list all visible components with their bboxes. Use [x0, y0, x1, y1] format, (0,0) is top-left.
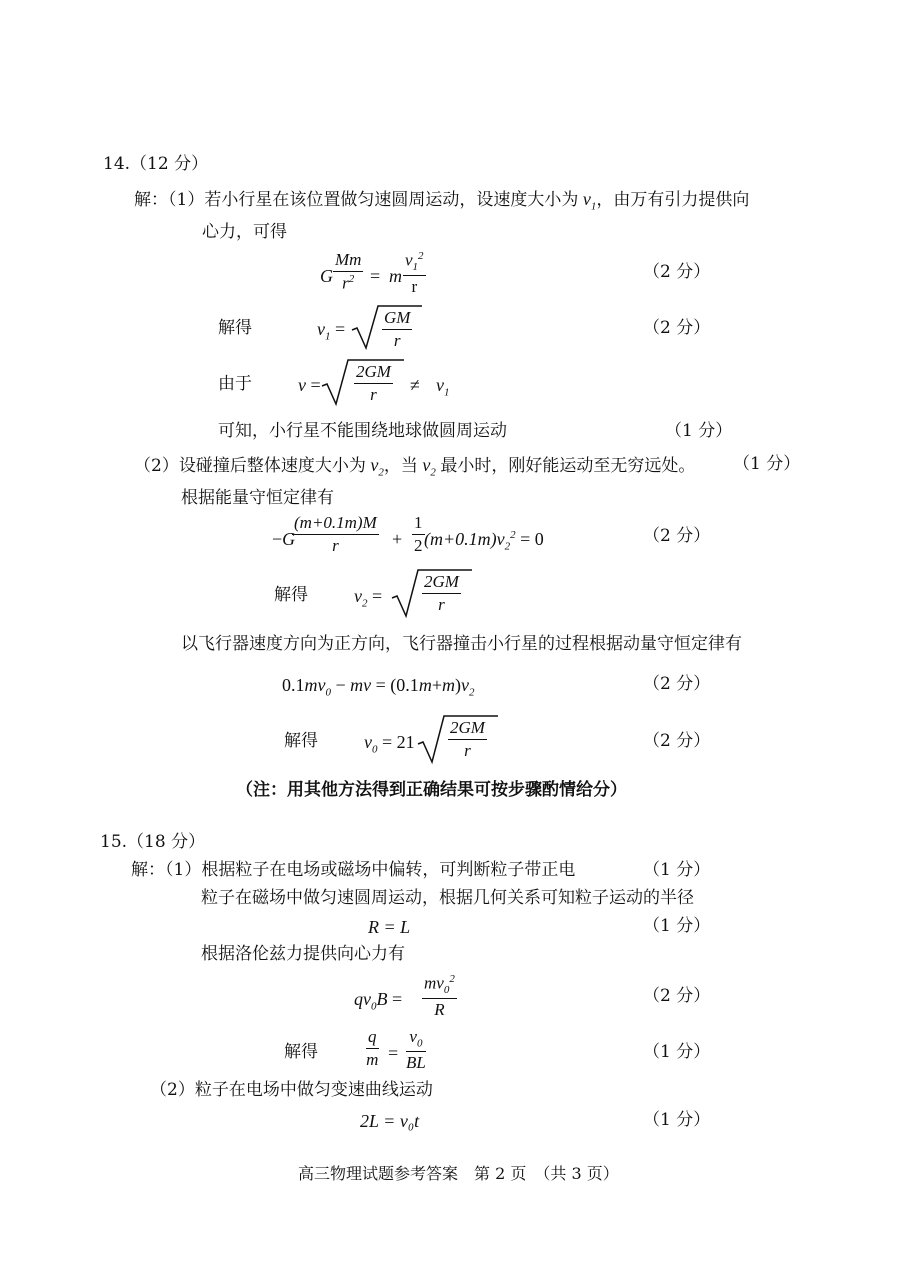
solve-label-1: 解得 [218, 318, 252, 338]
q14-intro-line1 [134, 190, 749, 213]
energy-text: 根据能量守恒定律有 [181, 488, 334, 508]
eq-R-score: （1 分） [643, 916, 711, 936]
eq-energy-score: （2 分） [643, 526, 711, 546]
part2-text-a: （2）设碰撞后整体速度大小为 [134, 456, 366, 476]
equation-2L: 2L = v₀t [360, 1111, 420, 1131]
q15-header: 15.（18 分） [100, 832, 206, 852]
part2-score: （1 分） [733, 454, 801, 474]
eq-qm-score: （1 分） [643, 1042, 711, 1062]
q14-intro-text-a: 解：（1）若小行星在该位置做匀速圆周运动，设速度大小为 [134, 190, 579, 210]
because-label: 由于 [218, 374, 252, 394]
eq2-score: （2 分） [643, 318, 711, 338]
solve-label-2: 解得 [274, 585, 308, 605]
q14-header: 14.（12 分） [103, 154, 209, 174]
q15-sol2: 粒子在磁场中做匀速圆周运动，根据几何关系可知粒子运动的半径 [201, 888, 694, 908]
q14-part2-line: （2）设碰撞后整体速度大小为 $v_2$，当 $v_2$ 最小时，刚好能运动至无穷远处。 [134, 455, 696, 479]
momentum-text: 以飞行器速度方向为正方向，飞行器撞击小行星的过程根据动量守恒定律有 [181, 634, 742, 654]
part2-text-b: ，当 [383, 456, 418, 476]
page-footer: 高三物理试题参考答案 第 2 页 （共 3 页） [298, 1164, 619, 1183]
eq-v0-score: （2 分） [643, 731, 711, 751]
q14-intro-text-b: ，由万有引力提供向 [596, 190, 750, 210]
q15-sol1: 解：（1）根据粒子在电场或磁场中偏转，可判断粒子带正电 [131, 860, 576, 880]
eq-lorentz-score: （2 分） [643, 986, 711, 1006]
solve-label-3: 解得 [284, 731, 318, 751]
q15-sol1-score: （1 分） [643, 860, 711, 880]
v1-symbol: $v_1$ [578, 189, 597, 213]
equation-R: R = L [368, 917, 411, 937]
eq-2L-score: （1 分） [643, 1110, 711, 1130]
q15-solve-label: 解得 [284, 1042, 318, 1062]
eq1-score: （2 分） [643, 262, 711, 282]
eq-momentum-score: （2 分） [643, 674, 711, 694]
q14-intro-line2: 心力，可得 [202, 222, 287, 242]
grading-note: （注：用其他方法得到正确结果可按步骤酌情给分） [236, 780, 627, 800]
lorentz-text: 根据洛伦兹力提供向心力有 [201, 944, 405, 964]
conclusion-score: （1 分） [665, 421, 733, 441]
q15-part2: （2）粒子在电场中做匀变速曲线运动 [150, 1080, 433, 1100]
part2-text-c: 最小时，刚好能运动至无穷远处。 [440, 456, 696, 476]
conclusion-text: 可知，小行星不能围绕地球做圆周运动 [218, 421, 507, 441]
